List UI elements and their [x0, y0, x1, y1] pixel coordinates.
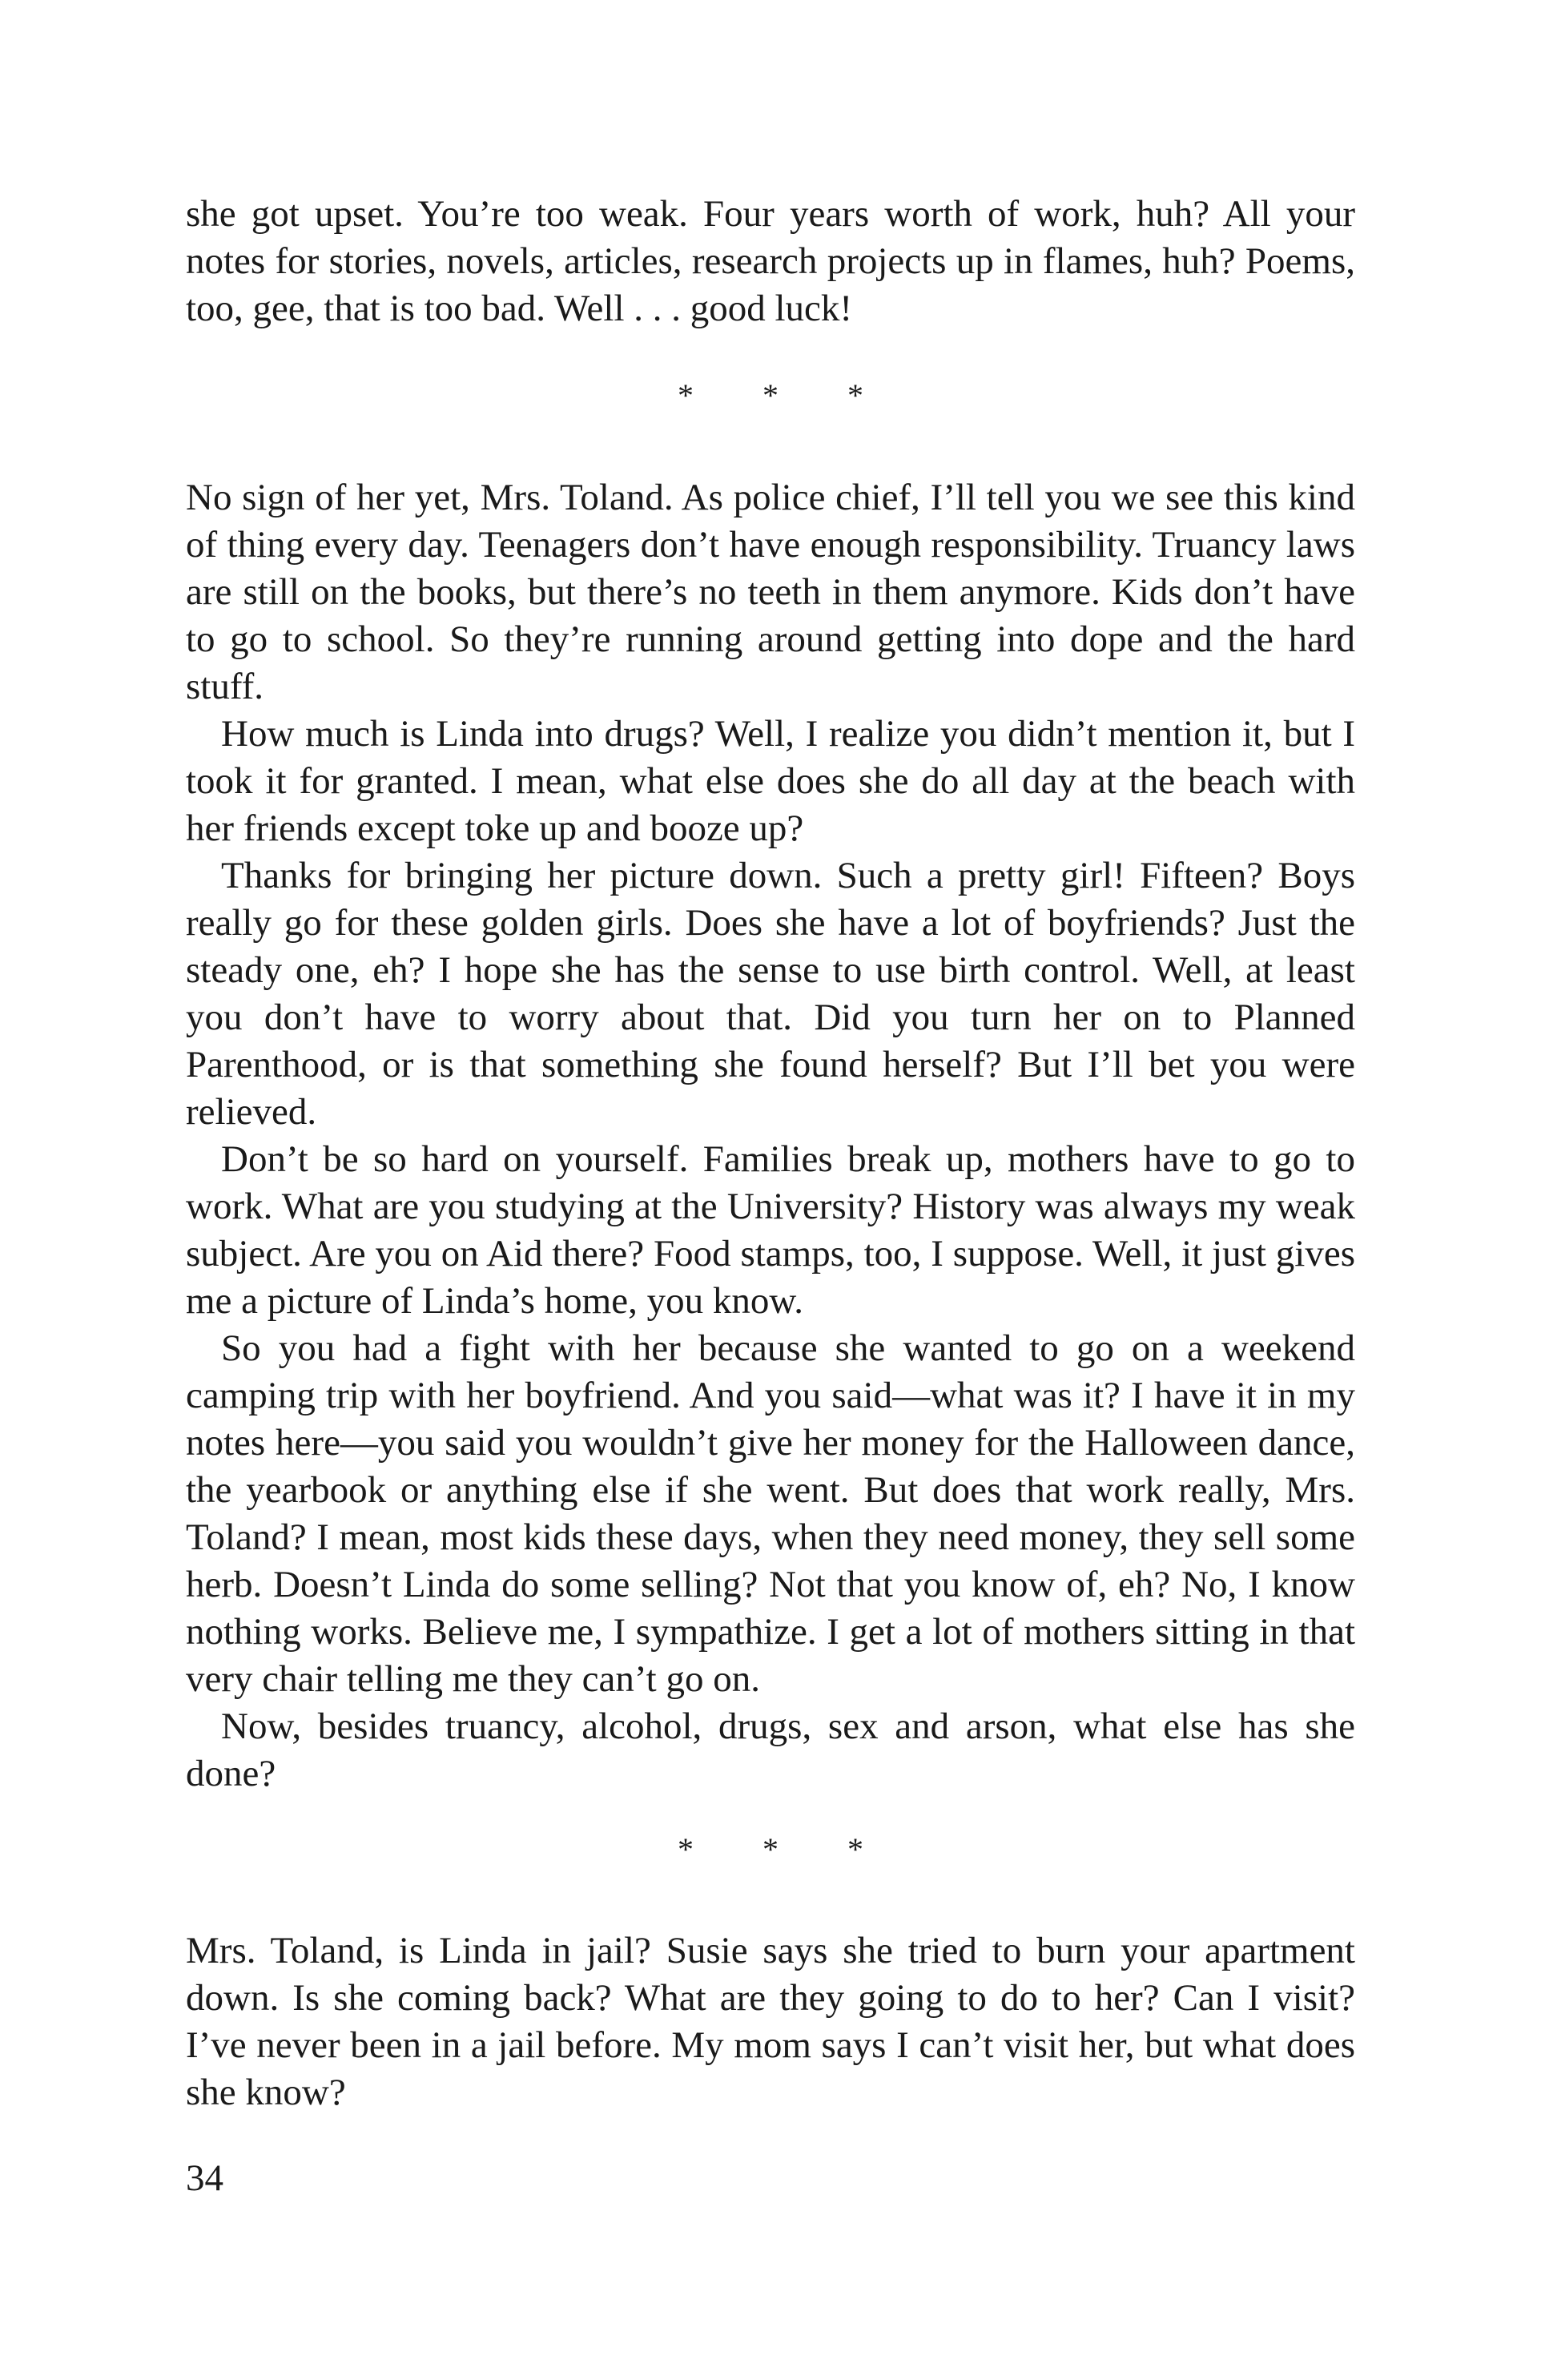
- paragraph: Don’t be so hard on yourself. Families break up, mothers have to go to work. What are you studying at the University? History was always my weak subject. Are you on Aid there? Food stamps, too, I suppose. Well, it just gives me a picture of Linda’s home, you know.: [186, 1138, 1355, 1322]
- paragraph: Thanks for bringing her picture down. Such a pretty girl! Fifteen? Boys really go for these golden girls. Does she have a lot of boyfriends? Just the steady one, eh? I hope she has the sense to use birth control. Well, at least you don’t have to worry about that. Did you turn her on to Planned Parenthood, or is that something she found herself? But I’ll bet you were relieved.: [186, 855, 1355, 1133]
- page-number: 34: [186, 2157, 223, 2199]
- paragraph: So you had a fight with her because she wanted to go on a weekend camping trip with her boyfriend. And you said—what was it? I have it in my notes here—you said you wouldn’t give her money for the Halloween dance, the yearbook or anything else if she went. But does that work really, Mrs. Toland? I mean, most kids these days, when they need money, they sell some herb. Doesn’t Linda do some selling? Not that you know of, eh? No, I know nothing works. Believe me, I sympathize. I get a lot of mothers sitting in that very chair telling me they can’t go on.: [186, 1327, 1355, 1700]
- paragraph: How much is Linda into drugs? Well, I realize you didn’t mention it, but I took it for granted. I mean, what else does she do all day at the beach with her friends except toke up and booze up?: [186, 713, 1355, 849]
- section-break-asterisks: * * *: [678, 377, 894, 413]
- paragraph: No sign of her yet, Mrs. Toland. As police chief, I’ll tell you we see this kind of thing every day. Teenagers don’t have enough responsibility. Truancy laws are still on the books, but there’s no teeth in them anymore. Kids don’t have to go to school. So they’re running around getting into dope and the hard stuff.: [186, 477, 1355, 707]
- paragraph: Now, besides truancy, alcohol, drugs, sex and arson, what else has she done?: [186, 1705, 1355, 1794]
- paragraph: she got upset. You’re too weak. Four years worth of work, huh? All your notes for stories, novels, articles, research projects up in flames, huh? Poems, too, gee, that is too bad. Well . . . good luck!: [186, 193, 1355, 329]
- section-break-asterisks: * * *: [678, 1831, 894, 1867]
- text-section-c: [186, 1927, 1355, 2116]
- paragraph: Mrs. Toland, is Linda in jail? Susie says she tried to burn your apartment down. Is she coming back? What are they going to do to her? Can I visit? I’ve never been in a jail before. My mom says I can’t visit her, but what does she know?: [186, 1930, 1355, 2113]
- text-section-b: [186, 474, 1355, 1798]
- text-section-a: [186, 191, 1355, 332]
